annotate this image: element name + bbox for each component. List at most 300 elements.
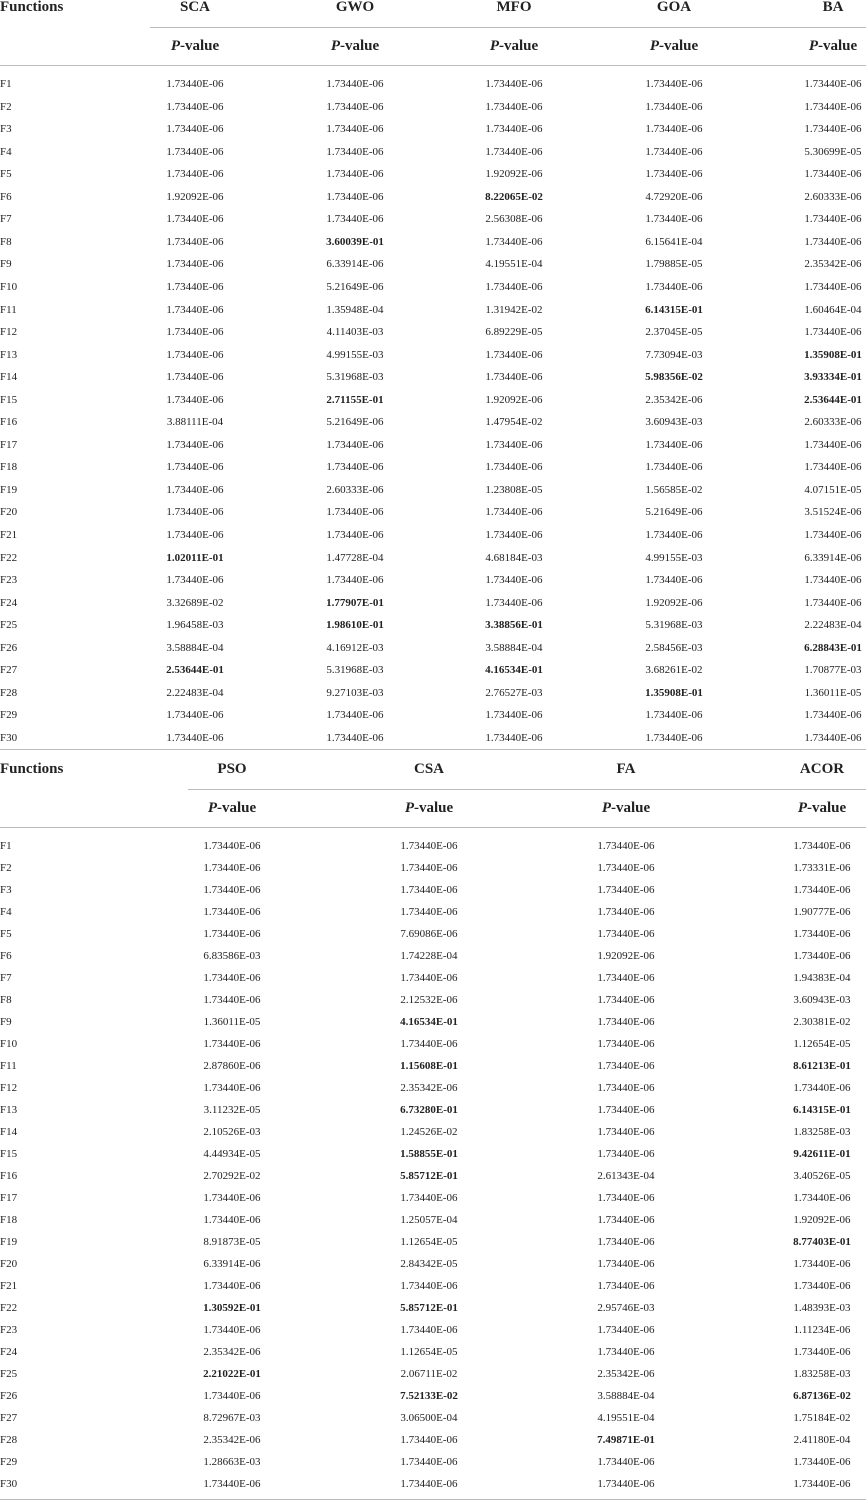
p-value-cell: 1.30592E-01 [203,1302,261,1314]
function-name: F14 [0,1126,18,1138]
function-name: F19 [0,1236,18,1248]
p-value-cell: 1.73440E-06 [804,731,862,744]
p-value-cell: 1.73440E-06 [485,709,543,722]
table-row [0,326,866,348]
subheader-rule [0,827,866,828]
function-name: F28 [0,686,18,699]
p-value-cell: 1.73440E-06 [485,100,543,113]
p-value-cell: 2.06711E-02 [400,1368,458,1380]
p-value-cell: 1.73440E-06 [645,145,703,158]
p-value-cell: 1.73440E-06 [203,1214,261,1226]
p-value-cell: 1.92092E-06 [485,168,543,181]
p-value-cell: 2.53644E-01 [166,664,224,677]
function-name: F15 [0,393,18,406]
p-value-cell: 4.11403E-03 [326,326,384,339]
p-value-cell: 1.73440E-06 [203,906,261,918]
function-name: F7 [0,972,12,984]
function-name: F10 [0,280,18,293]
p-value-cell: 6.87136E-02 [793,1390,851,1402]
p-value-cell: 1.73440E-06 [166,280,224,293]
p-value-cell: 1.73440E-06 [793,1258,851,1270]
table-row [0,950,866,972]
p-value-cell: 2.35342E-06 [203,1434,261,1446]
column-header-pso: PSO [217,761,247,777]
p-value-cell: 1.73331E-06 [793,862,851,874]
function-name: F7 [0,213,12,226]
p-value-cell: 2.56308E-06 [485,213,543,226]
function-name: F2 [0,862,12,874]
p-value-cell: 1.73440E-06 [326,168,384,181]
function-name: F28 [0,1434,18,1446]
p-value-cell: 2.35342E-06 [597,1368,655,1380]
table-row [0,574,866,596]
p-value-cell: 1.73440E-06 [597,1236,655,1248]
p-value-cell: 1.73440E-06 [597,1192,655,1204]
p-value-cell: 1.60464E-04 [804,303,862,316]
table-row [0,281,866,303]
p-value-cell: 1.73440E-06 [326,213,384,226]
function-name: F12 [0,326,18,339]
function-name: F15 [0,1148,18,1160]
p-value-cell: 1.75184E-02 [793,1412,851,1424]
p-value-cell: 8.91873E-05 [203,1236,261,1248]
p-value-cell: 3.93334E-01 [804,371,862,384]
table-row [0,862,866,884]
p-value-italic: P [330,38,340,54]
p-value-cell: 1.73440E-06 [485,280,543,293]
p-value-italic: P [649,38,659,54]
p-value-cell: 7.73094E-03 [645,348,703,361]
function-name: F21 [0,1280,18,1292]
p-value-cell: 5.31968E-03 [645,619,703,632]
column-header-fa: FA [616,761,636,777]
function-name: F5 [0,168,12,181]
p-value-cell: 4.19551E-04 [597,1412,655,1424]
p-value-cell: 1.73440E-06 [804,529,862,541]
p-value-cell: 1.73440E-06 [793,950,851,962]
p-value-cell: 1.73440E-06 [793,1478,851,1490]
p-value-cell: 3.51524E-06 [804,506,862,519]
p-value-cell: 1.73440E-06 [326,190,384,203]
p-value-italic: P [797,800,807,816]
p-value-cell: 6.73280E-01 [400,1104,458,1116]
p-value-cell: 3.58884E-04 [485,641,543,654]
p-value-cell: 3.58884E-04 [597,1390,655,1402]
p-value-rest: -value [217,800,257,816]
p-value-cell: 1.73440E-06 [166,123,224,136]
p-value-cell: 1.73440E-06 [203,1038,261,1050]
p-value-cell: 3.60943E-03 [793,994,851,1006]
table-row [0,642,866,664]
p-value-cell: 1.73440E-06 [400,884,458,896]
p-value-cell: 1.73440E-06 [793,1192,851,1204]
p-value-cell: 1.73440E-06 [793,928,851,940]
p-value-cell: 1.73440E-06 [326,529,384,541]
p-value-cell: 1.73440E-06 [400,1324,458,1336]
p-value-cell: 2.21022E-01 [203,1368,261,1380]
p-value-cell: 1.73440E-06 [326,574,384,587]
function-name: F19 [0,483,18,496]
p-value-cell: 1.73440E-06 [804,438,862,451]
p-value-cell: 1.96458E-03 [166,619,224,632]
function-name: F27 [0,1412,18,1424]
table-row [0,484,866,506]
table-row [0,258,866,280]
p-value-cell: 1.25057E-04 [400,1214,458,1226]
p-value-cell: 1.73440E-06 [485,596,543,609]
p-value-cell: 1.73440E-06 [597,1104,655,1116]
column-header-csa: CSA [413,761,445,777]
table-row [0,101,866,123]
function-name: F25 [0,1368,18,1380]
function-name: F2 [0,100,12,113]
p-value-cell: 6.33914E-06 [804,551,862,564]
p-value-cell: 1.73440E-06 [166,213,224,226]
p-value-table-2 [0,750,866,1500]
p-value-cell: 1.73440E-06 [326,123,384,136]
function-name: F24 [0,596,18,609]
p-value-cell: 1.12654E-05 [400,1236,458,1248]
p-value-cell: 1.92092E-06 [645,596,703,609]
p-value-cell: 2.22483E-04 [804,619,862,632]
table-row [0,1258,866,1280]
p-value-cell: 1.73440E-06 [203,840,261,852]
p-value-cell: 1.73440E-06 [166,393,224,406]
column-header-mfo: MFO [496,0,532,15]
p-value-cell: 1.73440E-06 [804,461,862,474]
table-row [0,461,866,483]
table-row [0,1104,866,1126]
p-value-cell: 1.73440E-06 [485,78,543,90]
p-value-cell: 5.30699E-05 [804,145,862,158]
p-value-cell: 1.73440E-06 [597,994,655,1006]
function-name: F8 [0,235,12,248]
p-value-cell: 5.21649E-06 [326,416,384,429]
table-row [0,1368,866,1390]
p-value-cell: 1.73440E-06 [597,1082,655,1094]
p-value-cell: 3.38856E-01 [485,619,543,632]
column-header-acor: ACOR [799,761,845,777]
p-value-cell: 1.47954E-02 [485,416,543,429]
p-value-cell: 2.30381E-02 [793,1016,851,1028]
p-value-cell: 1.73440E-06 [400,1192,458,1204]
p-value-cell: 1.73440E-06 [645,168,703,181]
p-value-cell: 1.31942E-02 [485,303,543,316]
p-value-cell: 9.27103E-03 [326,686,384,699]
p-value-cell: 2.95746E-03 [597,1302,655,1314]
p-value-cell: 1.73440E-06 [645,461,703,474]
table-row [0,1016,866,1038]
p-value-cell: 1.24526E-02 [400,1126,458,1138]
p-value-cell: 1.73440E-06 [203,1324,261,1336]
p-value-cell: 1.73440E-06 [166,461,224,474]
p-value-cell: 2.87860E-06 [203,1060,261,1072]
table-row [0,1346,866,1368]
p-value-cell: 1.73440E-06 [597,1126,655,1138]
p-value-italic: P [489,38,499,54]
p-value-cell: 5.85712E-01 [400,1302,458,1314]
p-value-cell: 1.73440E-06 [166,168,224,181]
table-row [0,1170,866,1192]
function-name: F16 [0,1170,18,1182]
p-value-cell: 1.73440E-06 [485,506,543,519]
p-value-italic: P [207,800,217,816]
p-value-cell: 1.92092E-06 [166,190,224,203]
p-value-cell: 1.73440E-06 [804,280,862,293]
p-value-cell: 1.73440E-06 [597,1148,655,1160]
table-row [0,78,866,100]
p-value-cell: 1.73440E-06 [645,123,703,136]
p-value-cell: 2.70292E-02 [203,1170,261,1182]
p-value-cell: 3.40526E-05 [793,1170,851,1182]
table-row [0,619,866,641]
p-value-cell: 1.83258E-03 [793,1368,851,1380]
p-value-cell: 2.60333E-06 [804,416,862,429]
p-value-cell: 8.72967E-03 [203,1412,261,1424]
table-row [0,1148,866,1170]
p-value-cell: 1.73440E-06 [597,1016,655,1028]
p-value-cell: 1.73440E-06 [597,840,655,852]
p-value-cell: 6.14315E-01 [793,1104,851,1116]
header-rule [150,27,866,28]
p-value-cell: 1.73440E-06 [804,326,862,339]
p-value-cell: 1.73440E-06 [485,348,543,361]
p-value-cell: 5.85712E-01 [400,1170,458,1182]
function-name: F3 [0,884,12,896]
p-value-cell: 1.73440E-06 [203,994,261,1006]
p-value-cell: 1.73440E-06 [326,100,384,113]
p-value-rest: -value [499,38,539,54]
p-value-cell: 1.70877E-03 [804,664,862,677]
table-row [0,1302,866,1324]
p-value-cell: 3.06500E-04 [400,1412,458,1424]
p-value-cell: 1.73440E-06 [597,1346,655,1358]
table-row [0,1192,866,1214]
function-name: F23 [0,574,18,587]
function-name: F13 [0,348,18,361]
p-value-cell: 1.98610E-01 [326,619,384,632]
p-value-cell: 1.73440E-06 [645,280,703,293]
p-value-cell: 2.12532E-06 [400,994,458,1006]
p-value-cell: 1.73440E-06 [400,1280,458,1292]
table-row [0,123,866,145]
function-name: F21 [0,529,18,541]
p-value-cell: 4.16912E-03 [326,641,384,654]
p-value-cell: 4.07151E-05 [804,483,862,496]
function-name: F26 [0,1390,18,1402]
p-value-cell: 1.79885E-05 [645,258,703,271]
p-value-cell: 1.83258E-03 [793,1126,851,1138]
p-value-cell: 2.35342E-06 [400,1082,458,1094]
p-value-cell: 1.77907E-01 [326,596,384,609]
p-value-cell: 1.35908E-01 [645,686,703,699]
p-value-cell: 1.73440E-06 [166,709,224,722]
p-value-rest: -value [659,38,699,54]
p-value-cell: 1.73440E-06 [597,1038,655,1050]
p-value-cell: 4.72920E-06 [645,190,703,203]
p-value-cell: 1.73440E-06 [203,1192,261,1204]
table-row [0,394,866,416]
table-row [0,506,866,528]
p-value-cell: 1.73440E-06 [166,348,224,361]
table-row [0,972,866,994]
p-value-cell: 1.94383E-04 [793,972,851,984]
p-value-cell: 1.73440E-06 [203,1478,261,1490]
table-row [0,236,866,258]
function-name: F29 [0,709,18,722]
p-value-cell: 4.68184E-03 [485,551,543,564]
p-value-italic: P [170,38,180,54]
table-row [0,1412,866,1434]
p-value-cell: 1.11234E-06 [793,1324,851,1336]
function-name: F1 [0,840,12,852]
function-name: F18 [0,1214,18,1226]
p-value-cell: 1.73440E-06 [597,906,655,918]
p-value-cell: 1.73440E-06 [793,884,851,896]
p-value-cell: 1.56585E-02 [645,483,703,496]
column-header-sca: SCA [179,0,211,15]
function-name: F25 [0,619,18,632]
p-value-cell: 1.73440E-06 [400,906,458,918]
function-name: F29 [0,1456,18,1468]
p-value-cell: 4.16534E-01 [485,664,543,677]
function-name: F4 [0,145,12,158]
table-row [0,1478,866,1500]
function-name: F30 [0,731,18,744]
column-header-goa: GOA [656,0,692,15]
p-value-cell: 1.73440E-06 [203,1082,261,1094]
p-value-cell: 4.99155E-03 [645,551,703,564]
p-value-cell: 1.36011E-05 [203,1016,261,1028]
table-row [0,1126,866,1148]
p-value-cell: 3.11232E-05 [203,1104,261,1116]
p-value-italic: P [404,800,414,816]
p-value-cell: 1.73440E-06 [485,145,543,158]
p-value-subheader [602,800,650,817]
p-value-cell: 1.73440E-06 [793,1082,851,1094]
table-row [0,168,866,190]
function-name: F6 [0,950,12,962]
p-value-cell: 1.73440E-06 [166,78,224,90]
function-name: F11 [0,303,17,316]
p-value-cell: 3.60943E-03 [645,416,703,429]
p-value-cell: 1.73440E-06 [166,574,224,587]
table-row [0,1038,866,1060]
p-value-cell: 1.73440E-06 [597,1478,655,1490]
p-value-cell: 6.89229E-05 [485,326,543,339]
function-name: F12 [0,1082,18,1094]
p-value-cell: 1.73440E-06 [326,709,384,722]
p-value-cell: 4.19551E-04 [485,258,543,271]
p-value-rest: -value [180,38,220,54]
p-value-cell: 1.92092E-06 [793,1214,851,1226]
p-value-cell: 8.22065E-02 [485,190,543,203]
p-value-cell: 1.73440E-06 [485,574,543,587]
p-value-italic: P [601,800,611,816]
p-value-cell: 1.73440E-06 [166,483,224,496]
p-value-cell: 1.73440E-06 [597,1060,655,1072]
table-row [0,884,866,906]
function-name: F6 [0,190,12,203]
table-row [0,213,866,235]
p-value-cell: 3.88111E-04 [166,416,224,429]
p-value-cell: 2.10526E-03 [203,1126,261,1138]
p-value-cell: 1.36011E-05 [804,686,862,699]
p-value-subheader [650,38,698,55]
p-value-cell: 5.21649E-06 [645,506,703,519]
table-row [0,687,866,709]
p-value-cell: 1.73440E-06 [485,731,543,744]
p-value-cell: 1.73440E-06 [166,258,224,271]
function-name: F30 [0,1478,18,1490]
p-value-subheader [809,38,857,55]
p-value-cell: 1.73440E-06 [485,123,543,136]
p-value-cell: 1.28663E-03 [203,1456,261,1468]
function-name: F16 [0,416,18,429]
p-value-cell: 6.33914E-06 [326,258,384,271]
p-value-cell: 1.73440E-06 [597,972,655,984]
function-name: F13 [0,1104,18,1116]
p-value-cell: 4.99155E-03 [326,348,384,361]
p-value-cell: 1.47728E-04 [326,551,384,564]
table-row [0,349,866,371]
function-name: F14 [0,371,18,384]
function-name: F24 [0,1346,18,1358]
function-name: F4 [0,906,12,918]
table-row [0,304,866,326]
p-value-cell: 5.21649E-06 [326,280,384,293]
p-value-cell: 1.73440E-06 [166,100,224,113]
p-value-cell: 1.73440E-06 [485,438,543,451]
p-value-cell: 1.73440E-06 [326,461,384,474]
header-rule [188,789,866,790]
p-value-cell: 1.73440E-06 [485,371,543,384]
p-value-cell: 1.73440E-06 [597,1456,655,1468]
p-value-cell: 1.15608E-01 [400,1060,458,1072]
p-value-cell: 1.73440E-06 [166,235,224,248]
p-value-cell: 3.60039E-01 [326,235,384,248]
table-row [0,1434,866,1456]
p-value-cell: 6.83586E-03 [203,950,261,962]
table-row [0,1082,866,1104]
p-value-cell: 1.35948E-04 [326,303,384,316]
p-value-subheader [490,38,538,55]
function-name: F27 [0,664,18,677]
p-value-rest: -value [807,800,847,816]
table-row [0,994,866,1016]
p-value-cell: 1.92092E-06 [597,950,655,962]
p-value-cell: 7.52133E-02 [400,1390,458,1402]
p-value-cell: 2.53644E-01 [804,393,862,406]
function-name: F17 [0,1192,18,1204]
p-value-cell: 3.68261E-02 [645,664,703,677]
p-value-cell: 1.73440E-06 [203,972,261,984]
p-value-cell: 1.90777E-06 [793,906,851,918]
p-value-cell: 1.73440E-06 [645,529,703,541]
p-value-cell: 1.73440E-06 [804,709,862,722]
p-value-cell: 6.33914E-06 [203,1258,261,1270]
table-row [0,1236,866,1258]
p-value-cell: 1.73440E-06 [166,303,224,316]
table-row [0,552,866,574]
function-name: F23 [0,1324,18,1336]
p-value-cell: 1.73440E-06 [597,1214,655,1226]
p-value-cell: 1.73440E-06 [326,78,384,90]
table-row [0,709,866,731]
p-value-subheader [171,38,219,55]
p-value-cell: 1.73440E-06 [400,972,458,984]
p-value-subheader [208,800,256,817]
